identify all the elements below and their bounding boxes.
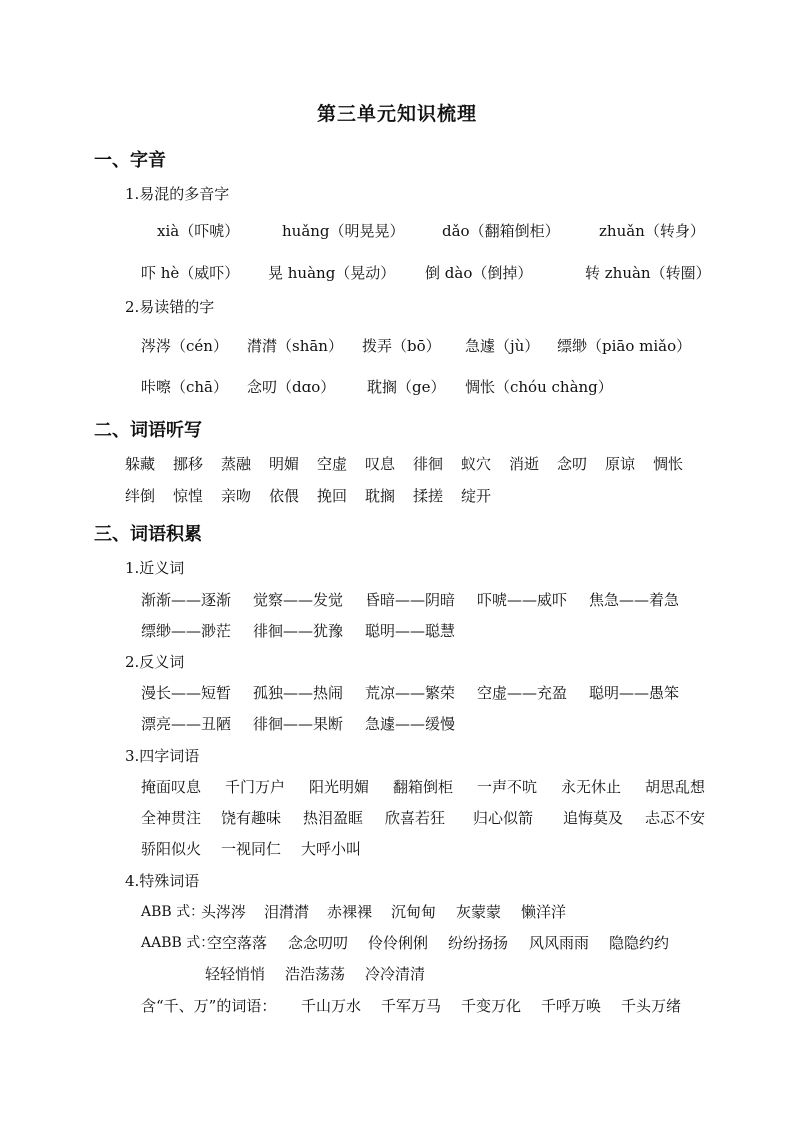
subheading-special-words: 4.特殊词语 xyxy=(125,872,200,890)
list-item: 亲吻 xyxy=(221,487,252,505)
list-item: 挪移 xyxy=(173,455,204,473)
list-item: 消逝 xyxy=(509,455,540,473)
list-item: 千变万化 xyxy=(461,997,522,1015)
list-item: 急遽（jù） xyxy=(465,337,540,355)
list-item: 伶伶俐俐 xyxy=(368,934,429,952)
list-item: 徘徊——果断 xyxy=(253,715,344,733)
aabb-label: AABB 式： xyxy=(141,935,215,951)
list-item: 热泪盈眶 xyxy=(303,809,364,827)
list-item: zhuǎn（转身） xyxy=(599,222,705,240)
list-item: 绊倒 xyxy=(125,487,156,505)
list-item: 欣喜若狂 xyxy=(385,809,446,827)
list-item: 念念叨叨 xyxy=(288,934,349,952)
list-item: 焦急——着急 xyxy=(589,591,680,609)
list-item: 聪明——愚笨 xyxy=(589,684,680,702)
list-item: 念叨 xyxy=(557,455,588,473)
list-item: 轻轻悄悄 xyxy=(205,965,266,983)
list-item: 觉察——发觉 xyxy=(253,591,344,609)
section-heading-pronunciation: 一、字音 xyxy=(94,150,166,171)
list-item: huǎng（明晃晃） xyxy=(282,222,405,240)
list-item: 空虚 xyxy=(317,455,348,473)
list-item: 涔涔（cén） xyxy=(141,337,228,355)
list-item: 隐隐约约 xyxy=(609,934,670,952)
list-item: 归心似箭 xyxy=(473,809,534,827)
list-item: 原谅 xyxy=(605,455,636,473)
subheading-idioms: 3.四字词语 xyxy=(125,747,200,765)
list-item: 缥缈——渺茫 xyxy=(141,622,232,640)
list-item: 渐渐——逐渐 xyxy=(141,591,232,609)
list-item: 千门万户 xyxy=(225,778,286,796)
list-item: 昏暗——阴暗 xyxy=(365,591,456,609)
list-item: 浩浩荡荡 xyxy=(285,965,346,983)
subheading-antonyms: 2.反义词 xyxy=(125,653,185,671)
list-item: 转 zhuàn（转圈） xyxy=(585,264,711,282)
list-item: 懒洋洋 xyxy=(521,903,567,921)
qianwan-label: 含“千、万”的词语： xyxy=(141,997,277,1015)
list-item: 惊惶 xyxy=(173,487,204,505)
list-item: 千头万绪 xyxy=(621,997,682,1015)
list-item: 千山万水 xyxy=(301,997,362,1015)
list-item: 纷纷扬扬 xyxy=(448,934,509,952)
list-item: 风风雨雨 xyxy=(529,934,590,952)
list-item: 依偎 xyxy=(269,487,300,505)
list-item: 躲藏 xyxy=(125,455,156,473)
list-item: 漂亮——丑陋 xyxy=(141,715,232,733)
list-item: 揉搓 xyxy=(413,487,444,505)
list-item: 蒸融 xyxy=(221,455,252,473)
section-heading-dictation: 二、词语听写 xyxy=(94,420,202,441)
list-item: 赤裸裸 xyxy=(327,903,373,921)
list-item: 荒凉——繁荣 xyxy=(365,684,456,702)
list-item: 大呼小叫 xyxy=(301,840,362,858)
list-item: 聪明——聪慧 xyxy=(365,622,456,640)
list-item: 徘徊 xyxy=(413,455,444,473)
list-item: 头涔涔 xyxy=(201,903,247,921)
subheading-misread: 2.易读错的字 xyxy=(125,298,215,316)
list-item: dǎo（翻箱倒柜） xyxy=(442,222,560,240)
list-item: 惆怅 xyxy=(653,455,684,473)
list-item: 咔嚓（chā） xyxy=(141,378,229,396)
list-item: 永无休止 xyxy=(561,778,622,796)
list-item: 孤独——热闹 xyxy=(253,684,344,702)
list-item: 空空落落 xyxy=(207,934,268,952)
list-item: 千军万马 xyxy=(381,997,442,1015)
list-item: 一声不吭 xyxy=(477,778,538,796)
list-item: 吓 hè（威吓） xyxy=(141,264,240,282)
list-item: 忐忑不安 xyxy=(645,809,706,827)
list-item: xià（吓唬） xyxy=(157,222,240,240)
list-item: 泪潸潸 xyxy=(264,903,310,921)
subheading-polyphonic: 1.易混的多音字 xyxy=(125,185,230,203)
list-item: 倒 dào（倒掉） xyxy=(425,264,533,282)
list-item: 阳光明媚 xyxy=(309,778,370,796)
list-item: 灰蒙蒙 xyxy=(456,903,502,921)
list-item: 挽回 xyxy=(317,487,348,505)
list-item: 掩面叹息 xyxy=(141,778,202,796)
list-item: 明媚 xyxy=(269,455,300,473)
subheading-synonyms: 1.近义词 xyxy=(125,559,185,577)
list-item: 缥缈（piāo miǎo） xyxy=(557,337,692,355)
list-item: 蚁穴 xyxy=(461,455,492,473)
list-item: 徘徊——犹豫 xyxy=(253,622,344,640)
list-item: 饶有趣味 xyxy=(221,809,282,827)
list-item: 叹息 xyxy=(365,455,396,473)
list-item: 耽搁（ge） xyxy=(367,378,446,396)
list-item: 惆怅（chóu chàng） xyxy=(465,378,613,396)
list-item: 冷冷清清 xyxy=(365,965,426,983)
list-item: 漫长——短暂 xyxy=(141,684,232,702)
list-item: 潸潸（shān） xyxy=(247,337,343,355)
section-heading-vocabulary: 三、词语积累 xyxy=(94,524,202,545)
list-item: 拨弄（bō） xyxy=(362,337,441,355)
list-item: 一视同仁 xyxy=(221,840,282,858)
list-item: 空虚——充盈 xyxy=(477,684,568,702)
list-item: 全神贯注 xyxy=(141,809,202,827)
list-item: 千呼万唤 xyxy=(541,997,602,1015)
list-item: 晃 huàng（晃动） xyxy=(268,264,396,282)
list-item: 急遽——缓慢 xyxy=(365,715,456,733)
list-item: 吓唬——威吓 xyxy=(477,591,568,609)
page-title: 第三单元知识梳理 xyxy=(316,103,477,125)
list-item: 沉甸甸 xyxy=(391,903,437,921)
list-item: 绽开 xyxy=(461,487,492,505)
list-item: 翻箱倒柜 xyxy=(393,778,454,796)
list-item: 胡思乱想 xyxy=(645,778,706,796)
list-item: 骄阳似火 xyxy=(141,840,202,858)
abb-label: ABB 式： xyxy=(141,904,205,920)
list-item: 念叨（dɑo） xyxy=(247,378,336,396)
list-item: 耽搁 xyxy=(365,487,396,505)
list-item: 追悔莫及 xyxy=(563,809,624,827)
